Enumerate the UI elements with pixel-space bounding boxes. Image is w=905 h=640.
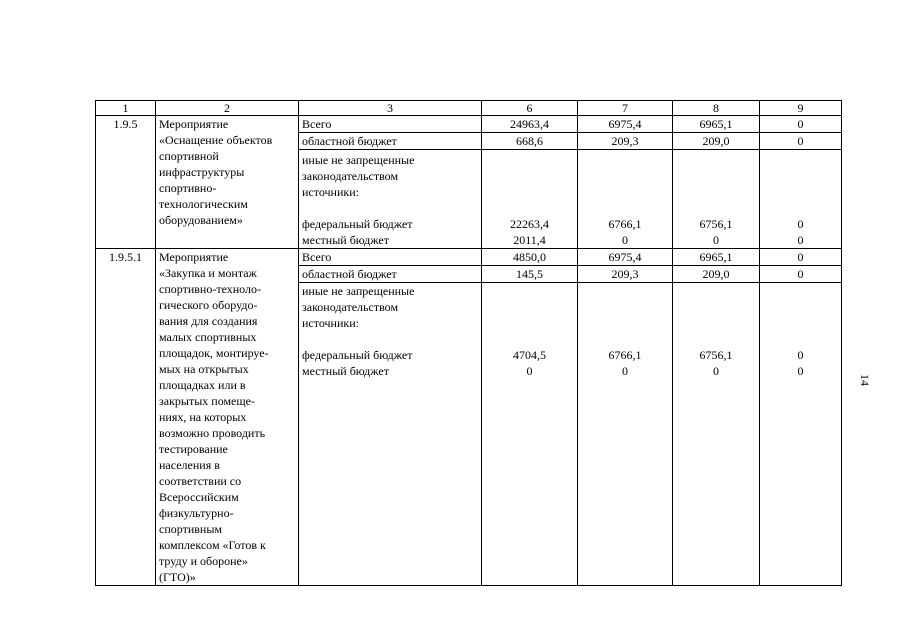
value-cell: 4704,5 0: [482, 283, 578, 586]
value-cell: 24963,4: [482, 116, 578, 133]
col-header-3: 3: [299, 101, 482, 116]
value-cell: 209,3: [578, 133, 673, 150]
table-row: [96, 116, 842, 133]
header-row: [96, 101, 842, 116]
value-cell: 6766,1 0: [578, 283, 673, 586]
value-cell: 22263,4 2011,4: [482, 150, 578, 249]
value-cell: 0: [760, 133, 842, 150]
col-header-9: 9: [760, 101, 842, 116]
value-cell: 6965,1: [673, 116, 760, 133]
value-cell: 6975,4: [578, 116, 673, 133]
value-cell: 668,6: [482, 133, 578, 150]
value-cell: 209,3: [578, 266, 673, 283]
value-cell: 6766,1 0: [578, 150, 673, 249]
value-cell: 6756,1 0: [673, 283, 760, 586]
funding-source: Всего: [299, 116, 482, 133]
funding-source-block: иные не запрещенные законодательством источники: федеральный бюджет местный бюджет: [299, 283, 482, 586]
value-cell: 0 0: [760, 150, 842, 249]
col-header-7: 7: [578, 101, 673, 116]
measure-name: Мероприятие «Закупка и монтаж спортивно-техноло- гического оборудо- вания для создания малых спортивных площадок, монтируе- мых на открытых площадках или в закрытых помеще- ниях, на которых возможно проводить тестирование населения в соответствии со Всероссийским физкультурно- спортивным комплексом «Готов к труду и обороне» (ГТО)»: [156, 249, 299, 586]
measure-name: Мероприятие «Оснащение объектов спортивной инфраструктуры спортивно- технологическим оборудованием»: [156, 116, 299, 249]
funding-source-block: иные не запрещенные законодательством источники: федеральный бюджет местный бюджет: [299, 150, 482, 249]
value-cell: 4850,0: [482, 249, 578, 266]
value-cell: 145,5: [482, 266, 578, 283]
value-cell: 0: [760, 116, 842, 133]
value-cell: 209,0: [673, 266, 760, 283]
value-cell: 6756,1 0: [673, 150, 760, 249]
value-cell: 6965,1: [673, 249, 760, 266]
col-header-2: 2: [156, 101, 299, 116]
value-cell: 0 0: [760, 283, 842, 586]
col-header-8: 8: [673, 101, 760, 116]
col-header-6: 6: [482, 101, 578, 116]
value-cell: 6975,4: [578, 249, 673, 266]
funding-source: областной бюджет: [299, 133, 482, 150]
page-number: 14: [858, 374, 872, 386]
value-cell: 0: [760, 266, 842, 283]
col-header-1: 1: [96, 101, 156, 116]
row-code: 1.9.5: [96, 116, 156, 249]
funding-source: Всего: [299, 249, 482, 266]
table-row: [96, 249, 842, 266]
budget-table: [95, 100, 842, 586]
funding-source: областной бюджет: [299, 266, 482, 283]
value-cell: 209,0: [673, 133, 760, 150]
row-code: 1.9.5.1: [96, 249, 156, 586]
value-cell: 0: [760, 249, 842, 266]
